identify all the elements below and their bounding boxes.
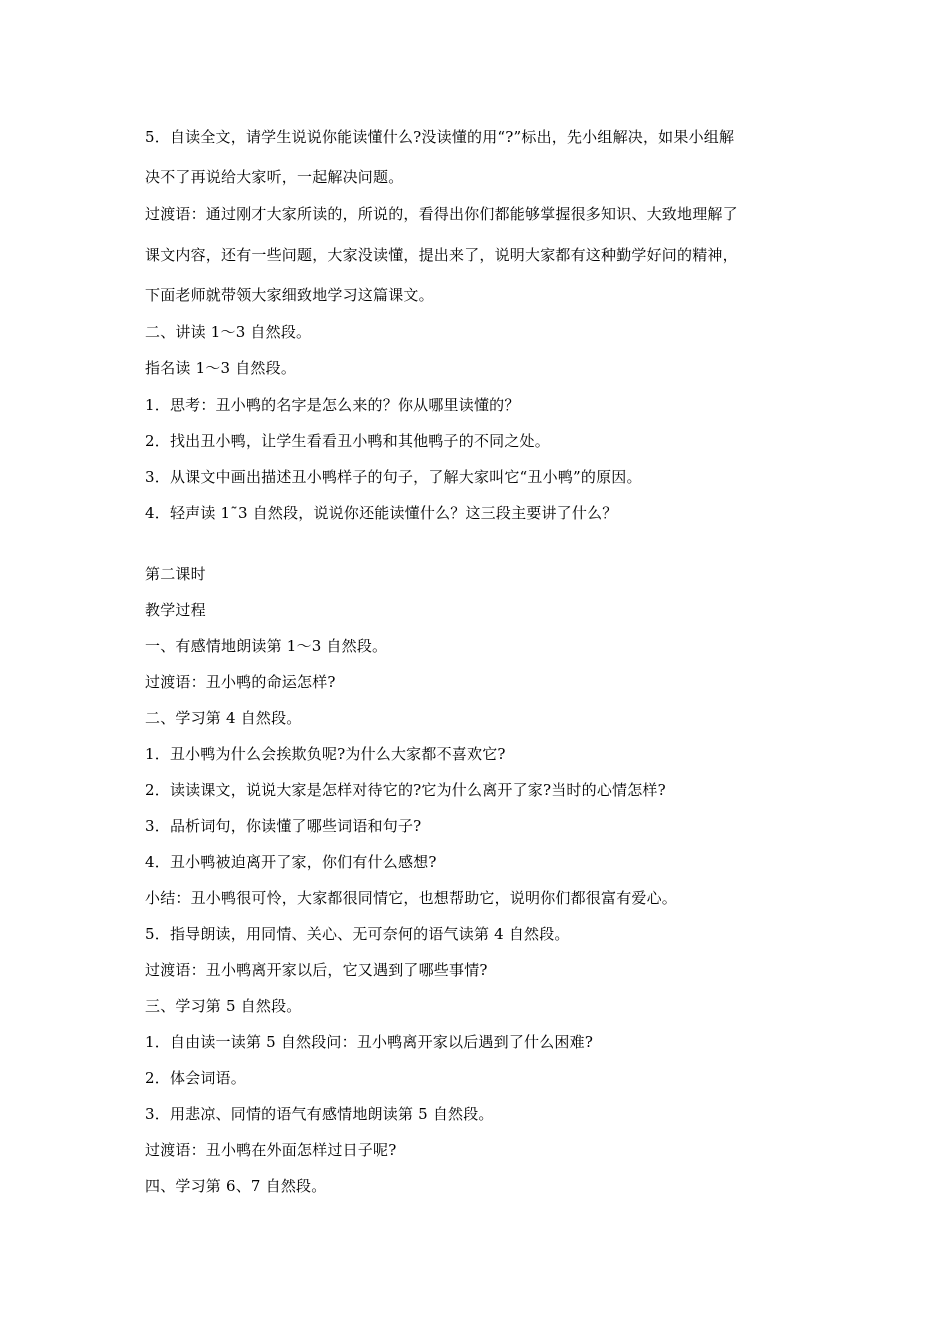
- text-line: 2．体会词语。: [145, 1069, 246, 1087]
- text-line: 过渡语：通过刚才大家所读的，所说的，看得出你们都能够掌握很多知识、大致地理解了: [145, 205, 738, 223]
- lesson-heading: 第二课时: [145, 565, 206, 583]
- text-line: 小结：丑小鸭很可怜，大家都很同情它，也想帮助它，说明你们都很富有爱心。: [145, 889, 678, 907]
- text-line: 过渡语：丑小鸭的命运怎样?: [145, 673, 336, 691]
- text-line: 过渡语：丑小鸭离开家以后，它又遇到了哪些事情?: [145, 961, 488, 979]
- text-line: 3．品析词句，你读懂了哪些词语和句子?: [145, 817, 422, 835]
- section-heading: 二、讲读 1～3 自然段。: [145, 323, 312, 341]
- text-line: 2．找出丑小鸭，让学生看看丑小鸭和其他鸭子的不同之处。: [145, 432, 550, 450]
- text-line: 4．丑小鸭被迫离开了家，你们有什么感想?: [145, 853, 437, 871]
- text-line: 5．自读全文，请学生说说你能读懂什么?没读懂的用“?”标出，先小组解决，如果小组解: [145, 128, 735, 146]
- text-line: 2．读读课文，说说大家是怎样对待它的?它为什么离开了家?当时的心情怎样?: [145, 781, 666, 799]
- section-heading: 一、有感情地朗读第 1～3 自然段。: [145, 637, 388, 655]
- text-line: 3．用悲凉、同情的语气有感情地朗读第 5 自然段。: [145, 1105, 494, 1123]
- text-line: 1．自由读一读第 5 自然段问：丑小鸭离开家以后遇到了什么困难?: [145, 1033, 594, 1051]
- text-line: 决不了再说给大家听，一起解决问题。: [145, 168, 404, 186]
- section-heading: 三、学习第 5 自然段。: [145, 997, 302, 1015]
- text-line: 5．指导朗读，用同情、关心、无可奈何的语气读第 4 自然段。: [145, 925, 570, 943]
- text-line: 过渡语：丑小鸭在外面怎样过日子呢?: [145, 1141, 397, 1159]
- text-line: 教学过程: [145, 601, 206, 619]
- text-line: 4．轻声读 1˜3 自然段，说说你还能读懂什么？这三段主要讲了什么？: [145, 504, 618, 522]
- text-line: 3．从课文中画出描述丑小鸭样子的句子，了解大家叫它“丑小鸭”的原因。: [145, 468, 642, 486]
- section-heading: 二、学习第 4 自然段。: [145, 709, 302, 727]
- text-line: 1．丑小鸭为什么会挨欺负呢?为什么大家都不喜欢它?: [145, 745, 506, 763]
- text-line: 下面老师就带领大家细致地学习这篇课文。: [145, 286, 434, 304]
- section-heading: 四、学习第 6、7 自然段。: [145, 1177, 327, 1195]
- text-line: 指名读 1～3 自然段。: [145, 359, 297, 377]
- text-line: 课文内容，还有一些问题，大家没读懂，提出来了，说明大家都有这种勤学好问的精神，: [145, 246, 738, 264]
- text-line: 1．思考：丑小鸭的名字是怎么来的？你从哪里读懂的？: [145, 396, 520, 414]
